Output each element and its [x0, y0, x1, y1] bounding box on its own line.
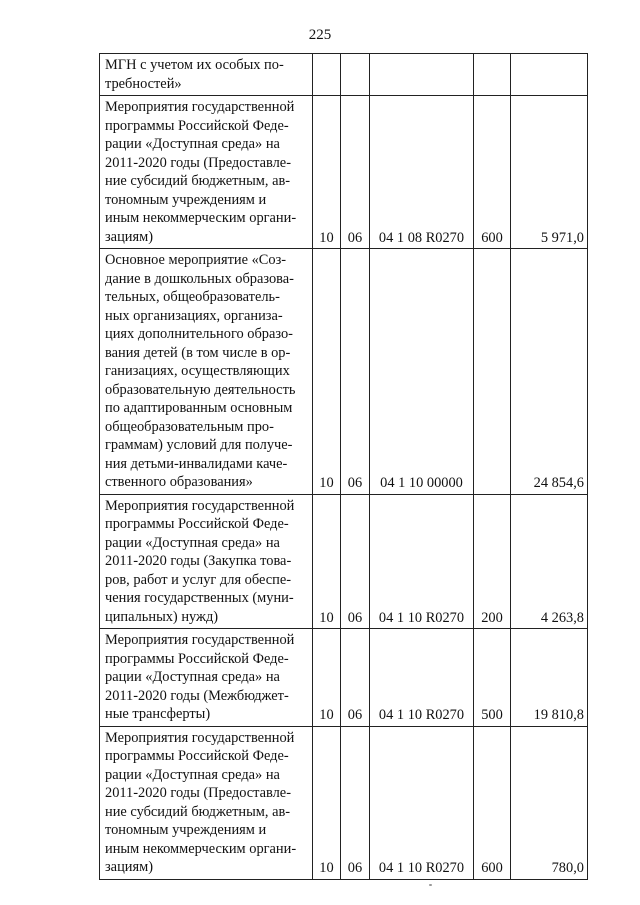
section-code: 10	[313, 726, 341, 879]
expense-type-code: 200	[474, 494, 511, 629]
expense-type-code: 500	[474, 629, 511, 727]
subsection-code: 06	[341, 249, 370, 495]
table-row	[100, 494, 588, 629]
expense-type-code: 600	[474, 726, 511, 879]
amount: 5 971,0	[511, 96, 588, 249]
table-row	[100, 54, 588, 96]
section-code: 10	[313, 96, 341, 249]
subsection-code: 06	[341, 726, 370, 879]
amount: 4 263,8	[511, 494, 588, 629]
row-description: Основное мероприятие «Соз- дание в дошкольных образова- тельных, общеобразователь- ных организациях, организа- циях дополнительного образо- вания детей (в том числе в ор- ганизациях, осуществляющих образовательную деятельность по адаптированным основным общеобразовательным про- граммам) условий для получе- ния детьми-инвалидами каче- ственного образования»	[100, 249, 313, 495]
target-article-code: 04 1 10 00000	[370, 249, 474, 495]
row-description: МГН с учетом их особых по- требностей»	[100, 54, 313, 96]
row-description: Мероприятия государственной программы Российской Феде- рации «Доступная среда» на 2011-2020 годы (Предоставле- ние субсидий бюджетным, ав- тономным учреждениям и иным некоммерческим органи- зациям)	[100, 96, 313, 249]
target-article-code: 04 1 10 R0270	[370, 494, 474, 629]
section-code: 10	[313, 249, 341, 495]
section-code	[313, 54, 341, 96]
row-description: Мероприятия государственной программы Российской Феде- рации «Доступная среда» на 2011-2020 годы (Закупка това- ров, работ и услуг для обеспе- чения государственных (муни- ципальных) нужд)	[100, 494, 313, 629]
amount	[511, 54, 588, 96]
amount: 24 854,6	[511, 249, 588, 495]
subsection-code	[341, 54, 370, 96]
scan-speck	[429, 884, 432, 886]
row-description: Мероприятия государственной программы Российской Феде- рации «Доступная среда» на 2011-2020 годы (Межбюджет- ные трансферты)	[100, 629, 313, 727]
amount: 780,0	[511, 726, 588, 879]
target-article-code: 04 1 10 R0270	[370, 726, 474, 879]
expense-type-code	[474, 54, 511, 96]
table-row	[100, 96, 588, 249]
amount: 19 810,8	[511, 629, 588, 727]
subsection-code: 06	[341, 96, 370, 249]
table-row	[100, 249, 588, 495]
row-description: Мероприятия государственной программы Российской Феде- рации «Доступная среда» на 2011-2020 годы (Предоставле- ние субсидий бюджетным, ав- тономным учреждениям и иным некоммерческим органи- зациям)	[100, 726, 313, 879]
table-row	[100, 629, 588, 727]
section-code: 10	[313, 629, 341, 727]
expense-type-code	[474, 249, 511, 495]
expense-type-code: 600	[474, 96, 511, 249]
target-article-code	[370, 54, 474, 96]
subsection-code: 06	[341, 494, 370, 629]
subsection-code: 06	[341, 629, 370, 727]
target-article-code: 04 1 08 R0270	[370, 96, 474, 249]
table-row	[100, 726, 588, 879]
budget-table	[99, 53, 588, 880]
page-number: 225	[308, 27, 332, 43]
target-article-code: 04 1 10 R0270	[370, 629, 474, 727]
section-code: 10	[313, 494, 341, 629]
